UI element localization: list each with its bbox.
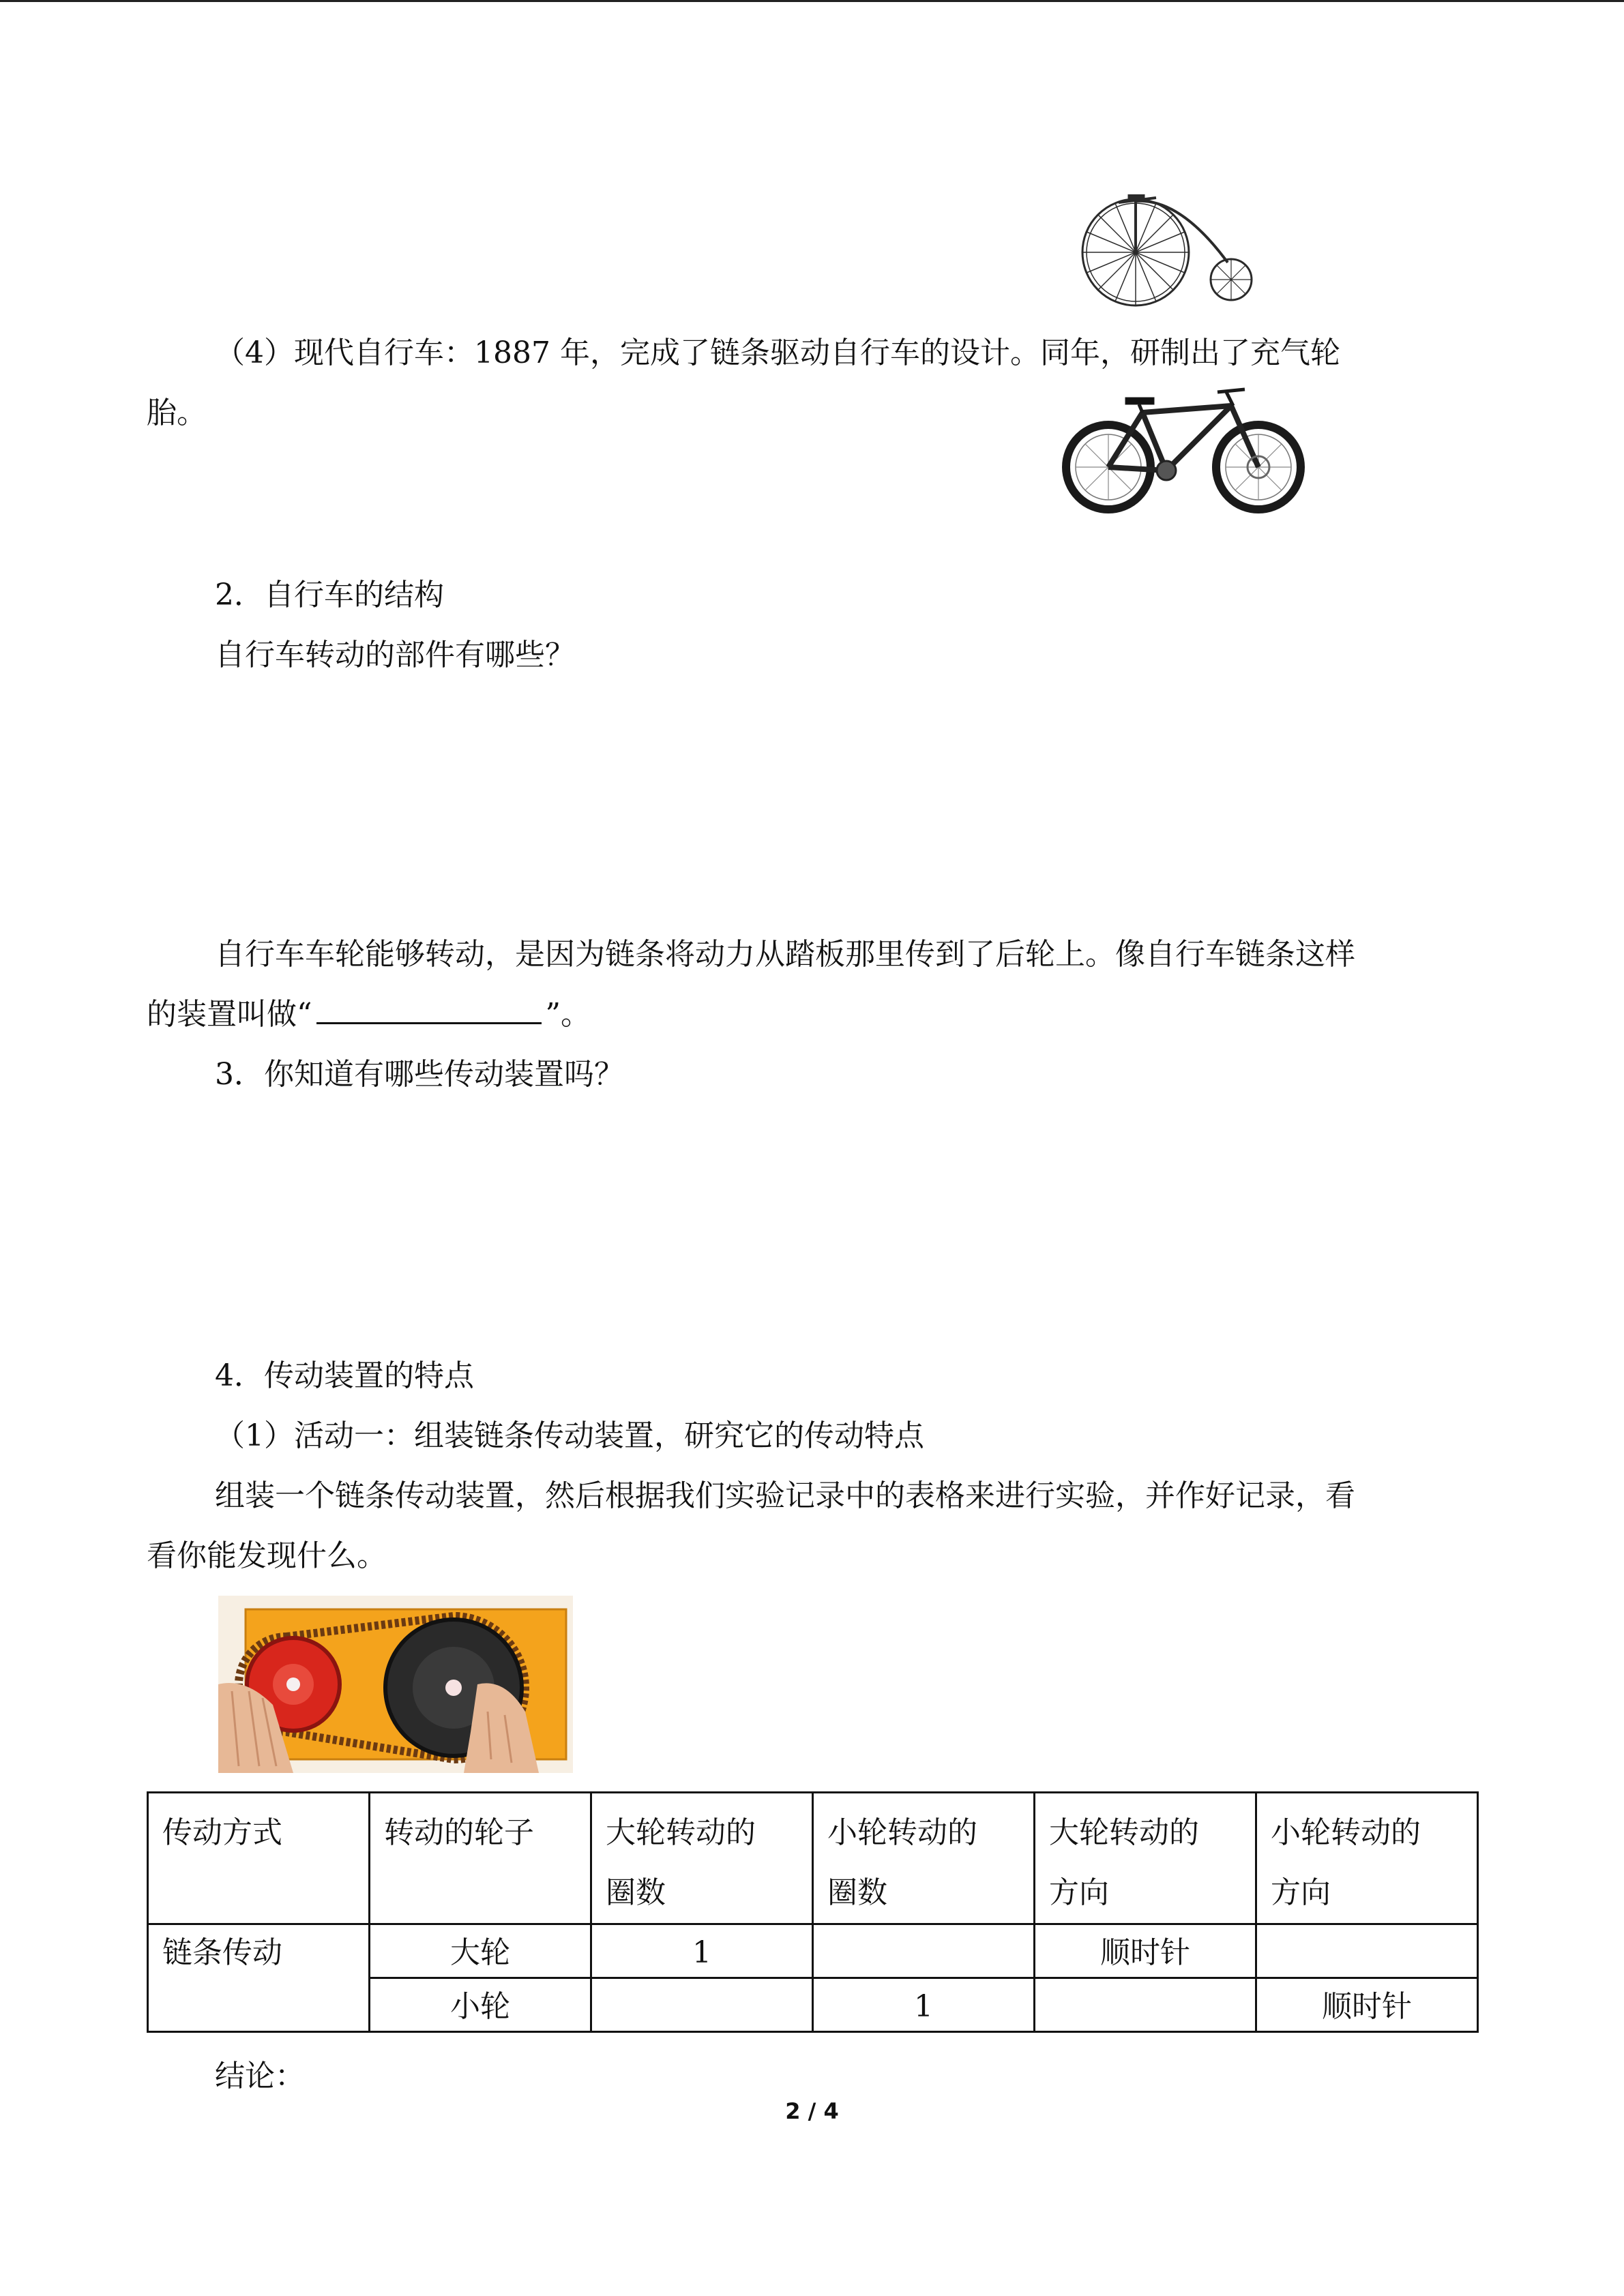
instruction-line1: 组装一个链条传动装置，然后根据我们实验记录中的表格来进行实验，并作好记录，看 xyxy=(215,1478,1355,1513)
header-text: 小轮转动的 xyxy=(827,1815,977,1850)
conclusion-label: 结论： xyxy=(215,2059,305,2093)
paragraph-modern-bicycle-line1: （4）现代自行车：1887 年，完成了链条驱动自行车的设计。同年，研制出了充气轮 xyxy=(215,336,1340,370)
header-big-wheel-direction xyxy=(1035,1793,1256,1924)
cell-method: 链条传动 xyxy=(148,1924,370,2032)
cell-small-turns[interactable] xyxy=(813,1924,1035,1978)
chain-line2-prefix: 的装置叫做“ xyxy=(147,997,312,1032)
section-3-title: 3．你知道有哪些传动装置吗？ xyxy=(215,1057,624,1092)
header-text: 转动的轮子 xyxy=(384,1815,534,1850)
cell-small-direction[interactable]: 顺时针 xyxy=(1256,1978,1478,2032)
header-small-wheel-turns xyxy=(813,1793,1035,1924)
paragraph-chain-line1: 自行车车轮能够转动，是因为链条将动力从踏板那里传到了后轮上。像自行车链条这样 xyxy=(215,937,1355,972)
table-row xyxy=(148,1924,1478,1978)
cell-big-direction[interactable] xyxy=(1035,1978,1256,2032)
header-transmission-method xyxy=(148,1793,370,1924)
page-top-border xyxy=(0,0,1624,2)
chain-line2-suffix: ”。 xyxy=(545,997,591,1032)
header-text: 圈数 xyxy=(827,1875,887,1910)
header-rotating-wheel xyxy=(370,1793,591,1924)
modern-bicycle-image xyxy=(1057,385,1310,515)
cell-small-turns[interactable]: 1 xyxy=(813,1978,1035,2032)
header-text: 大轮转动的 xyxy=(1049,1815,1199,1850)
cell-big-turns[interactable] xyxy=(591,1978,813,2032)
experiment-record-table xyxy=(147,1791,1479,2033)
table-header-row xyxy=(148,1793,1478,1924)
header-text: 圈数 xyxy=(606,1875,666,1910)
cell-wheel: 小轮 xyxy=(370,1978,591,2032)
paragraph-modern-bicycle-line2: 胎。 xyxy=(147,396,207,430)
header-text: 方向 xyxy=(1049,1875,1109,1910)
header-text: 小轮转动的 xyxy=(1271,1815,1421,1850)
header-text: 传动方式 xyxy=(162,1815,282,1850)
section-2-question: 自行车转动的部件有哪些？ xyxy=(215,638,575,672)
instruction-line2: 看你能发现什么。 xyxy=(147,1538,387,1573)
answer-blank[interactable] xyxy=(316,996,542,1024)
header-text: 方向 xyxy=(1271,1875,1331,1910)
cell-big-turns[interactable]: 1 xyxy=(591,1924,813,1978)
chain-drive-apparatus-image xyxy=(218,1596,573,1773)
page-number: 2 / 4 xyxy=(785,2098,839,2124)
activity-1-title: （1）活动一：组装链条传动装置，研究它的传动特点 xyxy=(215,1418,924,1453)
cell-wheel: 大轮 xyxy=(370,1924,591,1978)
section-4-title: 4．传动装置的特点 xyxy=(215,1358,474,1393)
section-2-title: 2．自行车的结构 xyxy=(215,578,444,612)
header-text: 大轮转动的 xyxy=(606,1815,756,1850)
paragraph-chain-line2 xyxy=(147,996,591,1034)
header-big-wheel-turns xyxy=(591,1793,813,1924)
penny-farthing-image xyxy=(1064,194,1269,310)
header-small-wheel-direction xyxy=(1256,1793,1478,1924)
cell-small-direction[interactable] xyxy=(1256,1924,1478,1978)
cell-big-direction[interactable]: 顺时针 xyxy=(1035,1924,1256,1978)
